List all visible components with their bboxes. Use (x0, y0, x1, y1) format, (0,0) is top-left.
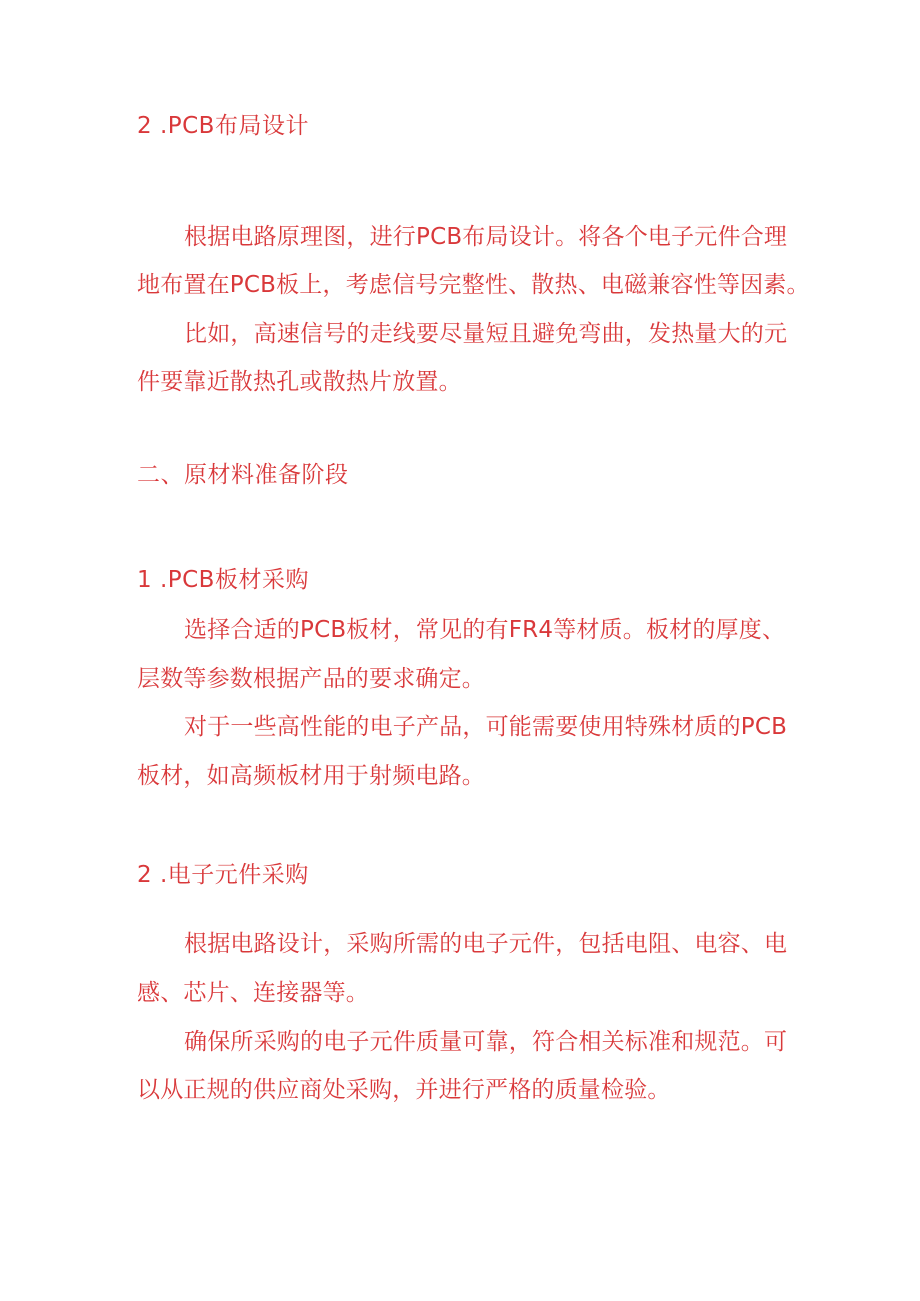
section-heading-pcb-purchase: 1 .PCB板材采购 (137, 567, 309, 593)
paragraph-line: 根据电路设计，采购所需的电子元件，包括电阻、电容、电 (184, 931, 788, 957)
paragraph-line: 板材，如高频板材用于射频电路。 (137, 763, 485, 789)
section-heading-pcb-layout: 2 .PCB布局设计 (137, 113, 309, 139)
section-heading-component-purchase: 2 .电子元件采购 (137, 862, 309, 888)
paragraph-line: 根据电路原理图，进行PCB布局设计。将各个电子元件合理 (184, 224, 788, 250)
paragraph-line: 选择合适的PCB板材，常见的有FR4等材质。板材的厚度、 (184, 617, 786, 643)
paragraph-line: 对于一些高性能的电子产品，可能需要使用特殊材质的PCB (184, 714, 788, 740)
paragraph-line: 比如，高速信号的走线要尽量短且避免弯曲，发热量大的元 (184, 321, 788, 347)
paragraph-line: 地布置在PCB板上，考虑信号完整性、散热、电磁兼容性等因素。 (137, 272, 810, 298)
paragraph-line: 件要靠近散热孔或散热片放置。 (137, 369, 462, 395)
paragraph-line: 感、芯片、连接器等。 (137, 980, 369, 1006)
paragraph-line: 确保所采购的电子元件质量可靠，符合相关标准和规范。可 (184, 1029, 788, 1055)
paragraph-line: 层数等参数根据产品的要求确定。 (137, 666, 485, 692)
chapter-heading-raw-materials: 二、原材料准备阶段 (137, 462, 349, 488)
paragraph-line: 以从正规的供应商处采购，并进行严格的质量检验。 (137, 1077, 671, 1103)
